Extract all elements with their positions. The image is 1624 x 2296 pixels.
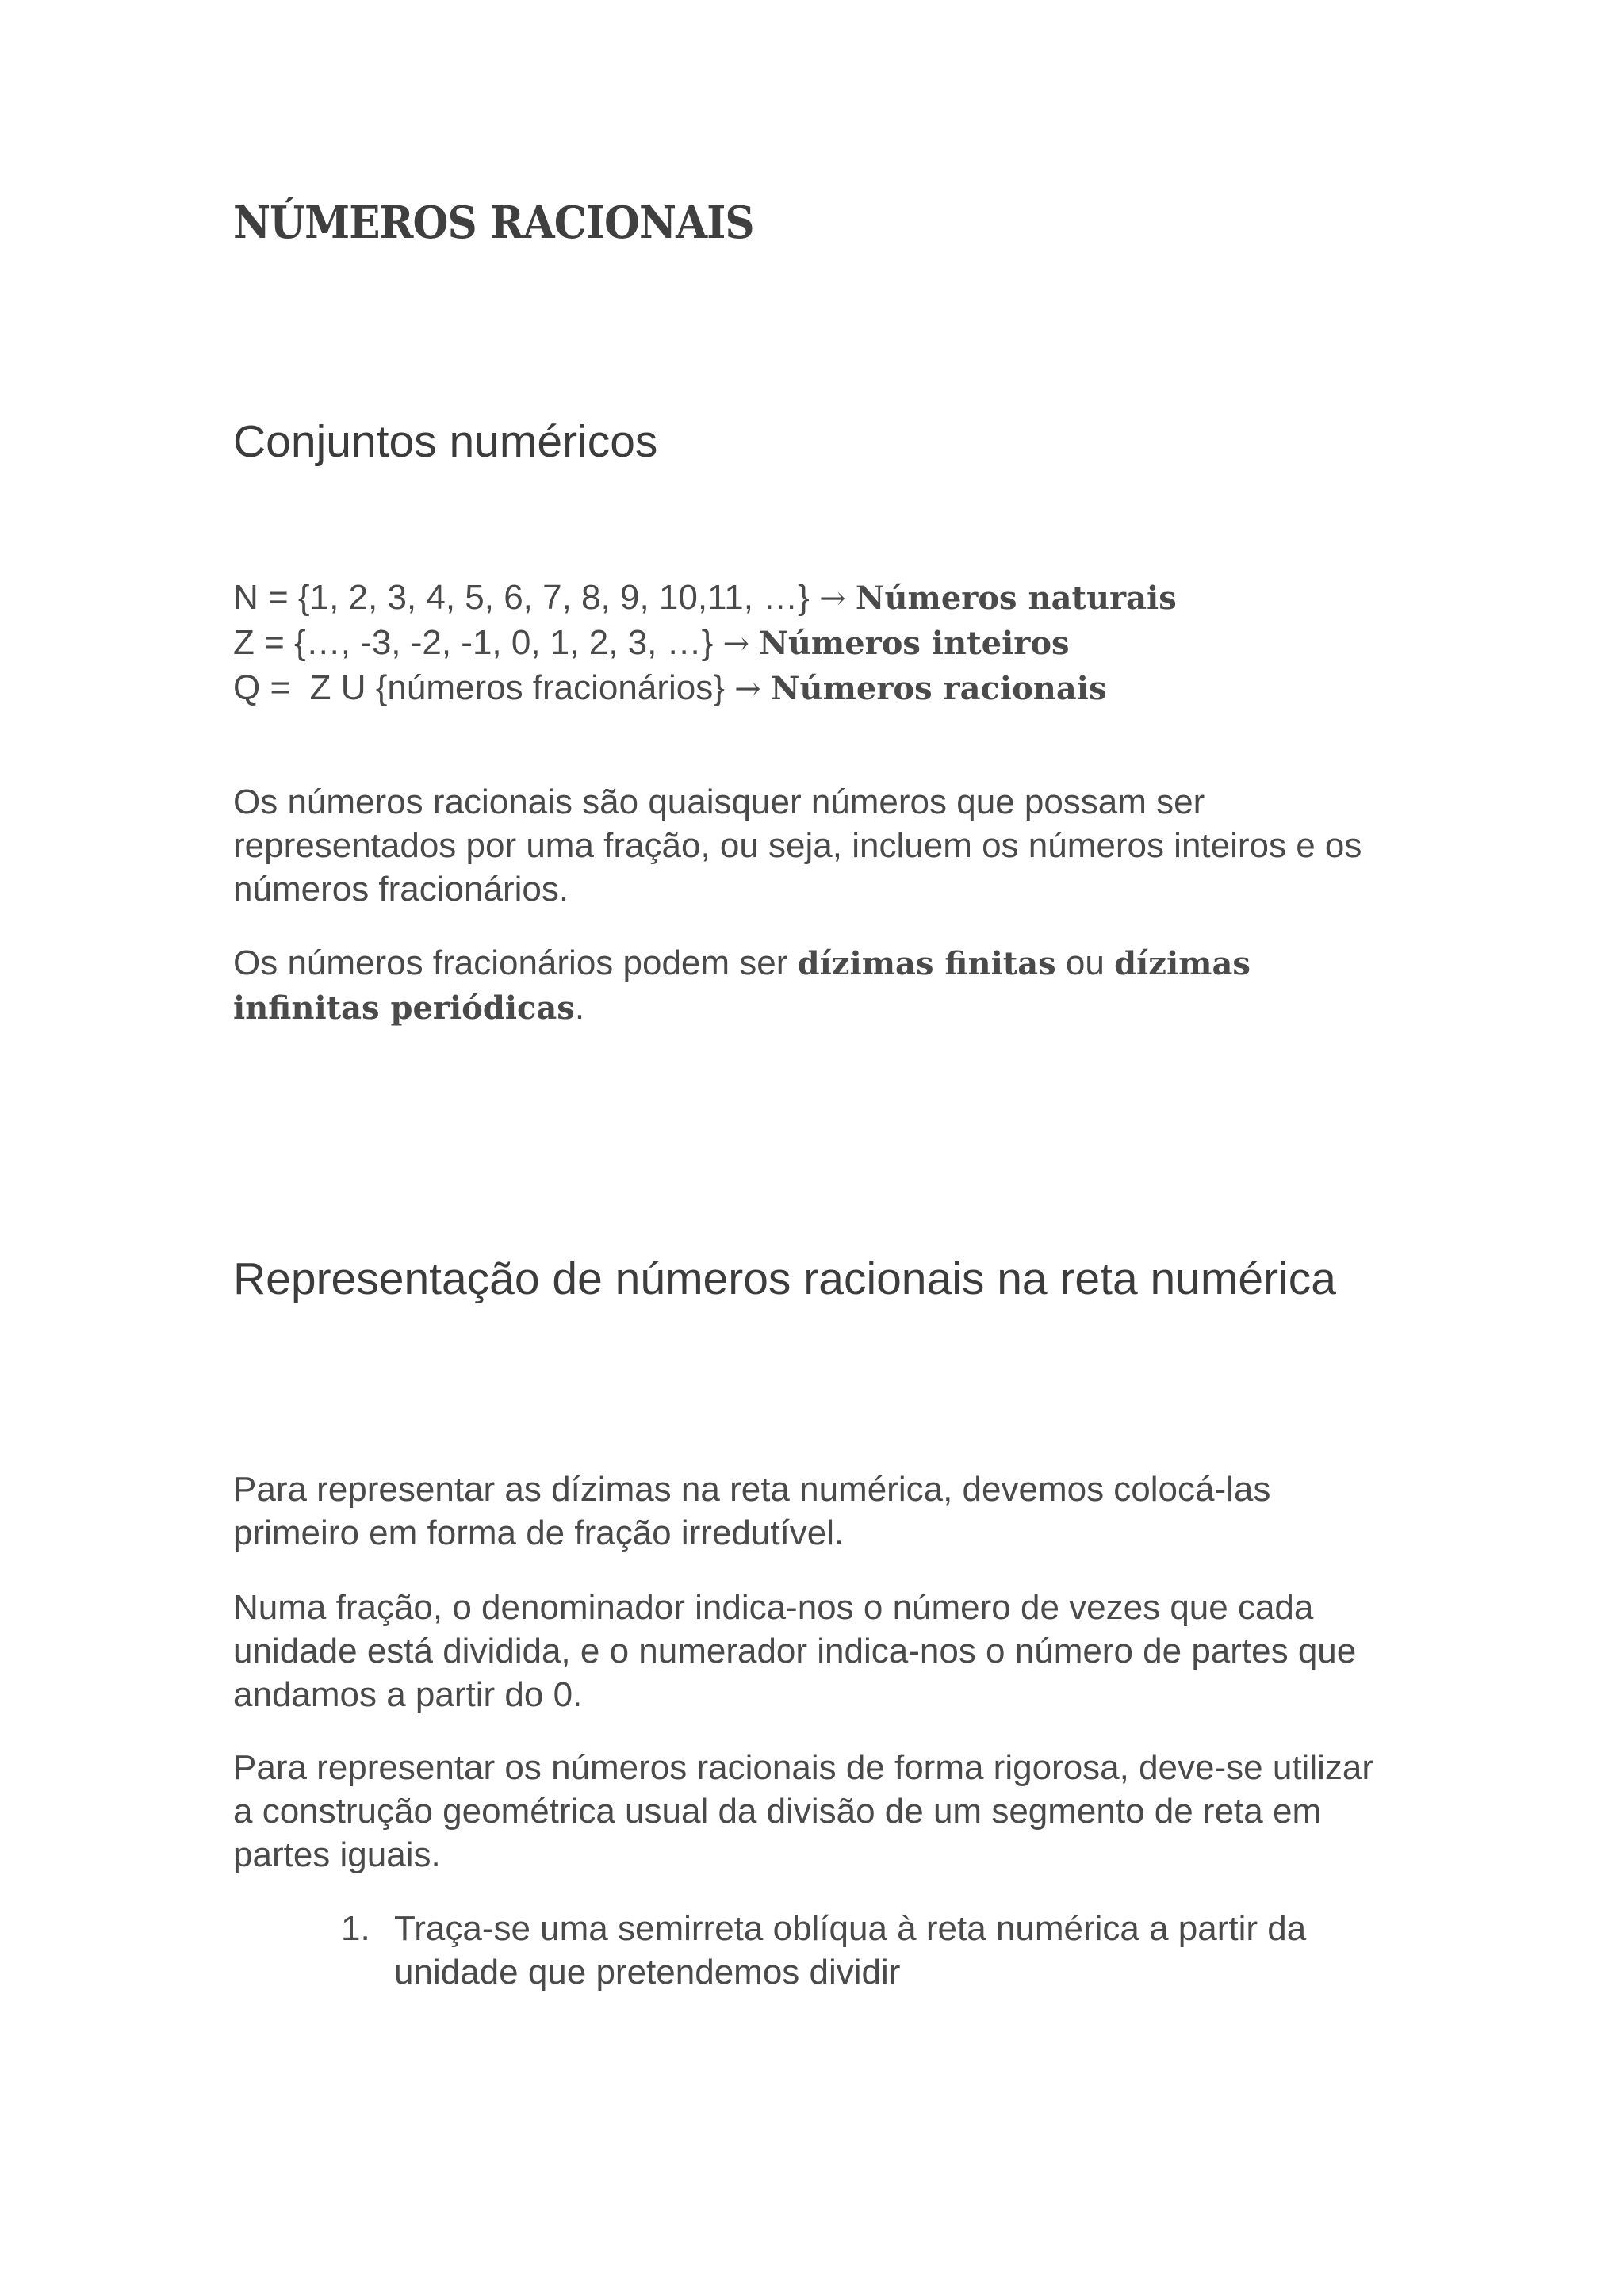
- set-label: Números racionais: [770, 670, 1107, 707]
- paragraph-geometric-construction: Para representar os números racionais de forma rigorosa, deve-se utilizar a construção geométrica usual da divisão de um segmento de reta em partes iguais.: [233, 1748, 1373, 1874]
- set-expression: N = {1, 2, 3, 4, 5, 6, 7, 8, 9, 10,11, …}: [233, 578, 810, 617]
- list-text: Traça-se uma semirreta oblíqua à reta numérica a partir da unidade que pretendemos dividir: [394, 1909, 1307, 1992]
- paragraph-fraction-meaning: Numa fração, o denominador indica-nos o número de vezes que cada unidade está dividida, e o numerador indica-nos o número de partes que andamos a partir do 0.: [233, 1588, 1357, 1714]
- right-arrow-icon: →: [819, 580, 846, 617]
- list-number: 1.: [341, 1909, 370, 1948]
- set-label: Números inteiros: [759, 625, 1070, 662]
- section-heading-conjuntos: Conjuntos numéricos: [233, 416, 658, 467]
- list-item: [341, 1907, 1388, 1994]
- text: Os números fracionários podem ser: [233, 943, 798, 982]
- set-naturals: [233, 576, 1502, 621]
- page-title: NÚMEROS RACIONAIS: [233, 197, 754, 249]
- paragraph-fraction-types: [233, 941, 1391, 1030]
- bold-term-periodic: dízimas infinitas periódicas: [233, 945, 1251, 1027]
- set-integers: [233, 621, 1502, 666]
- number-sets-list: [233, 576, 1502, 711]
- paragraph-decimals: Para representar as dízimas na reta numérica, devemos colocá-las primeiro em forma de fração irredutível.: [233, 1470, 1271, 1552]
- bold-term-finite: dízimas finitas: [797, 945, 1056, 982]
- construction-steps-list: [341, 1907, 1388, 1994]
- right-arrow-icon: →: [722, 626, 750, 662]
- text: ou: [1055, 943, 1115, 982]
- set-label: Números naturais: [855, 580, 1177, 617]
- set-expression: Z = {…, -3, -2, -1, 0, 1, 2, 3, …}: [233, 623, 714, 662]
- section-heading-representacao: Representação de números racionais na reta numérica: [233, 1253, 1336, 1304]
- set-rationals: [233, 666, 1502, 711]
- text: .: [574, 988, 585, 1027]
- set-expression: Q = Z U {números fracionários}: [233, 668, 725, 707]
- right-arrow-icon: →: [734, 671, 761, 707]
- paragraph-rational-definition: Os números racionais são quaisquer números que possam ser representados por uma fração, ou seja, incluem os números inteiros e os números fracionários.: [233, 783, 1362, 909]
